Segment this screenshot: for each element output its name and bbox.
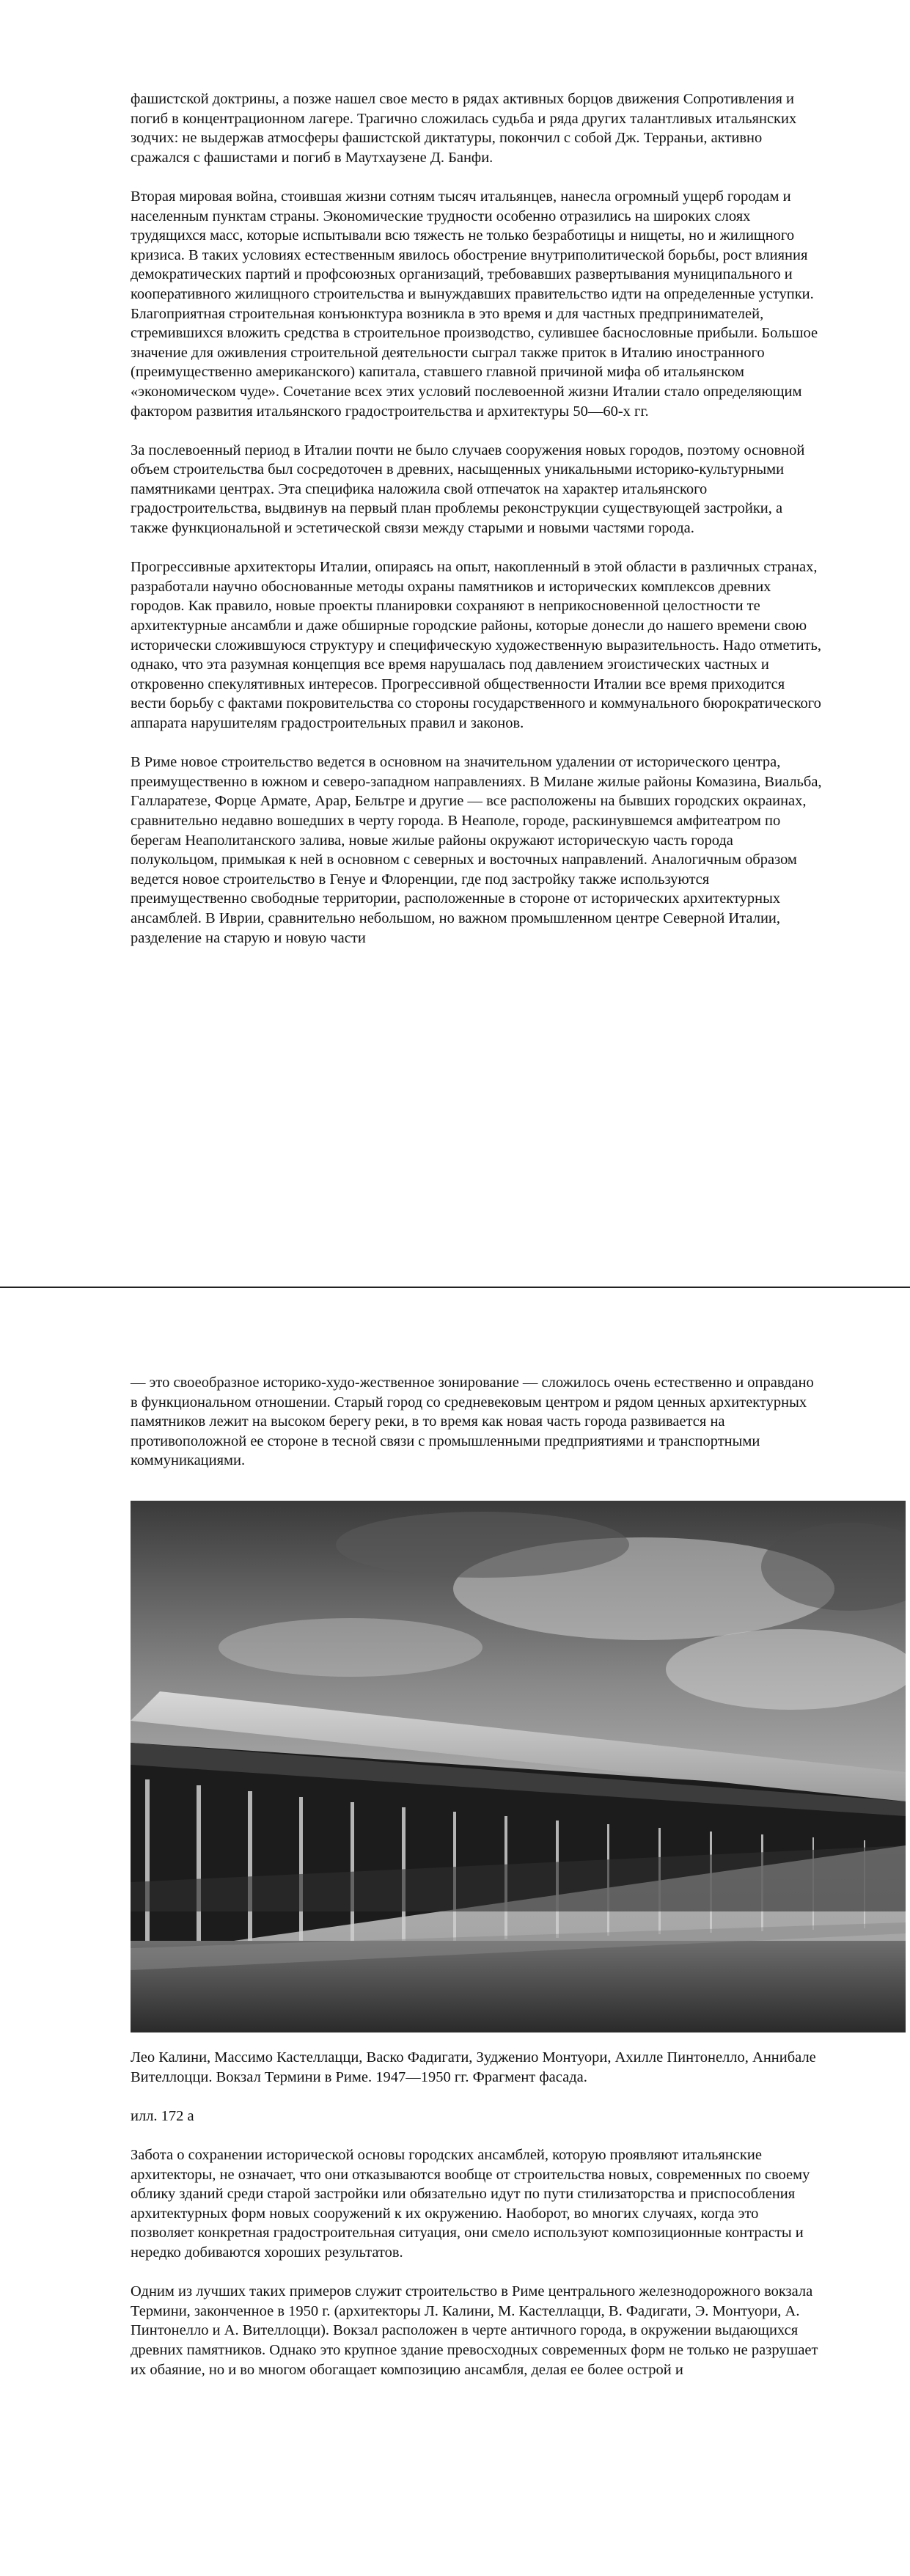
paragraph: За послевоенный период в Италии почти не было случаев сооружения новых городов, поэтому основной объем строительства был сосредоточен в древних, насыщенных уникальными историко-культурными памятниками центрах. Эта специфика наложила свой отпечаток на характер итальянского градостроительства, выдвинув на первый план проблемы реконструкции существующей застройки, а также функциональной и эстетической связи между старыми и новыми частями города. xyxy=(131,442,805,537)
paragraph: Прогрессивные архитекторы Италии, опираясь на опыт, накопленный в этой области в различных странах, разработали научно обоснованные методы охраны памятников и исторических комплексов древних городов. Как правило, новые проекты планировки сохраняют в неприкосновенной целостности те архитектурные ансамбли и даже обширные городские районы, которые донесли до нашего времени свою исторически сложившуюся структуру и специфическую художественную выразительность. Надо отметить, однако, что эта разумная концепция все время нарушалась под давлением эгоистических частных и откровенно спекулятивных интересов. Прогрессивной общественности Италии все время приходится вести борьбу с фактами покровительства со стороны государственного и коммунального бюрократического аппарата нарушителям градостроительных правил и законов. xyxy=(131,559,821,731)
station-facade-illustration xyxy=(131,1501,906,2032)
page-1-text xyxy=(131,89,823,967)
paragraph: — это своеобразное историко-худо-жественное зонирование — сложилось очень естественно и оправдано в функциональном отношении. Старый город со средневековым центром и рядом ценных архитектурных памятников лежит на высоком берегу реки, в то время как новая часть города развивается на противоположной ее стороне в тесной связи с промышленными предприятиями и транспортными коммуникациями. xyxy=(131,1375,814,1469)
paragraph: Вторая мировая война, стоившая жизни сотням тысяч итальянцев, нанесла огромный ущерб городам и населенным пунктам страны. Экономические трудности особенно отразились на широких слоях трудящихся масс, которые испытывали всю тяжесть не только безработицы и нищеты, но и жилищного кризиса. В таких условиях естественным явилось обострение внутриполитической борьбы, рост влияния демократических партий и профсоюзных организаций, требовавших развертывания муниципального и кооперативного жилищного строительства и вынуждавших правительство идти на определенные уступки. Благоприятная строительная конъюнктура возникла в это время и для частных предпринимателей, стремившихся вложить средства в строительное производство, сулившее баснословные прибыли. Большое значение для оживления строительной деятельности сыграл также приток в Италию иностранного (преимущественно американского) капитала, ставшего главной причиной мифа об итальянском «экономическом чуде». Сочетание всех этих условий послевоенной жизни Италии стало определяющим фактором развития итальянского градостроительства и архитектуры 50—60-х гг. xyxy=(131,188,818,420)
paragraph: Забота о сохранении исторической основы городских ансамблей, которую проявляют итальянские архитекторы, не означает, что они отказываются вообще от строительства новых, современных по своему облику зданий среди старой застройки или обязательно идут по пути стилизаторства и приспособления архитектурных форм новых сооружений к их окружению. Наоборот, во многих случаях, когда это позволяет конкретная градостроительная ситуация, они смело используют композиционные контрасты и нередко добиваются хороших результатов. xyxy=(131,2146,810,2261)
paragraph: фашистской доктрины, а позже нашел свое место в рядах активных борцов движения Сопротивления и погиб в концентрационном лагере. Трагично сложилась судьба и ряда других талантливых итальянских зодчих: не выдержав атмосферы фашистской диктатуры, покончил с собой Дж. Терраньи, активно сражался с фашистами и погиб в Маутхаузене Д. Банфи. xyxy=(131,91,797,166)
page-2-intro-text xyxy=(131,1373,823,1490)
photo-caption-block xyxy=(131,2048,823,2399)
photo-caption: Лео Калини, Массимо Кастеллацци, Васко Фадигати, Зудженио Монтуори, Ахилле Пинтонелло, Аннибале Вителлоцци. Вокзал Термини в Риме. 1947—1950 гг. Фрагмент фасада. xyxy=(131,2049,816,2085)
paragraph: В Риме новое строительство ведется в основном на значительном удалении от исторического центра, преимущественно в южном и северо-западном направлениях. В Милане жилые районы Комазина, Виальба, Галларатезе, Форце Армате, Арар, Бельтре и другие — все расположены на бывших городских окраинах, сравнительно недавно вошедших в черту города. В Неаполе, городе, раскинувшемся амфитеатром по берегам Неаполитанского залива, новые жилые районы окружают историческую часть города полукольцом, примыкая к ней в основном с северных и восточных направлений. Аналогичным образом ведется новое строительство в Генуе и Флоренции, где под застройку также используются преимущественно свободные территории, расположенные в стороне от исторических архитектурных ансамблей. В Иврии, сравнительно небольшом, но важном промышленном центре Северной Италии, разделение на старую и новую части xyxy=(131,754,822,946)
termini-station-photo xyxy=(131,1501,906,2032)
paragraph: Одним из лучших таких примеров служит строительство в Риме центрального железнодорожного вокзала Термини, законченное в 1950 г. (архитекторы Л. Калини, М. Кастеллацци, В. Фадигати, Э. Монтуори, А. Пинтонелло и А. Вителлоцци). Вокзал расположен в черте античного города, в окружении выдающихся древних памятников. Однако это крупное здание превосходных современных форм не только не разрушает их обаяние, но и во многом обогащает композицию ансамбля, делая ее более острой и xyxy=(131,2283,818,2378)
illustration-reference: илл. 172 а xyxy=(131,2107,194,2124)
